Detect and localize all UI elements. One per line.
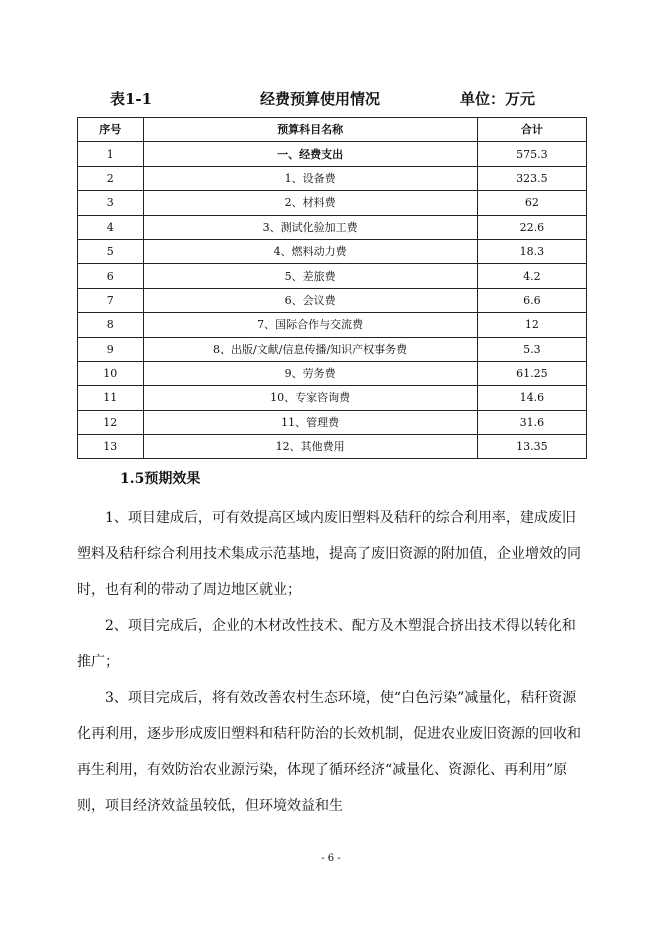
row-no: 13 (78, 435, 144, 459)
row-name: 4、燃料动力费 (143, 239, 477, 263)
table-unit: 单位：万元 (460, 90, 536, 108)
paragraph-text: 2、项目完成后，企业的木材改性技术、配方及木塑混合挤出技术得以转化和推广； (77, 618, 576, 670)
row-name: 11、管理费 (143, 410, 477, 434)
row-total: 18.3 (477, 239, 586, 263)
row-total: 22.6 (477, 215, 586, 239)
table-row (78, 264, 587, 288)
page-number: - 6 - (321, 853, 341, 864)
row-total: 31.6 (477, 410, 586, 434)
row-total: 575.3 (477, 142, 586, 166)
row-name: 7、国际合作与交流费 (143, 313, 477, 337)
table-row (78, 215, 587, 239)
table-row (78, 337, 587, 361)
paragraph-3 (77, 680, 587, 824)
row-total: 5.3 (477, 337, 586, 361)
row-no: 1 (78, 142, 144, 166)
budget-table (77, 117, 587, 459)
row-name: 10、专家咨询费 (143, 386, 477, 410)
row-name: 9、劳务费 (143, 361, 477, 385)
table-row (78, 166, 587, 190)
row-name: 3、测试化验加工费 (143, 215, 477, 239)
row-no: 2 (78, 166, 144, 190)
table-header-row (78, 118, 587, 142)
row-name: 8、出版/文献/信息传播/知识产权事务费 (143, 337, 477, 361)
row-total: 323.5 (477, 166, 586, 190)
row-no: 11 (78, 386, 144, 410)
header-no: 序号 (78, 118, 144, 142)
row-total: 6.6 (477, 288, 586, 312)
paragraph-text: 1、项目建成后，可有效提高区域内废旧塑料及秸秆的综合利用率，建成废旧塑料及秸秆综合利用技术集成示范基地，提高了废旧资源的附加值，企业增效的同时，也有利的带动了周边地区就业； (77, 510, 581, 598)
row-name: 2、材料费 (143, 191, 477, 215)
row-no: 9 (78, 337, 144, 361)
row-name: 5、差旅费 (143, 264, 477, 288)
table-caption (110, 88, 550, 110)
row-no: 6 (78, 264, 144, 288)
row-name: 1、设备费 (143, 166, 477, 190)
table-title: 经费预算使用情况 (260, 90, 381, 108)
row-no: 8 (78, 313, 144, 337)
row-no: 10 (78, 361, 144, 385)
table-row (78, 361, 587, 385)
table-row (78, 410, 587, 434)
row-name: 12、其他费用 (143, 435, 477, 459)
table-row (78, 239, 587, 263)
table-row (78, 288, 587, 312)
row-total: 62 (477, 191, 586, 215)
row-total: 12 (477, 313, 586, 337)
row-no: 5 (78, 239, 144, 263)
row-total: 14.6 (477, 386, 586, 410)
row-no: 4 (78, 215, 144, 239)
paragraph-2 (77, 608, 587, 680)
row-name: 一、经费支出 (143, 142, 477, 166)
table-row (78, 435, 587, 459)
table-row (78, 386, 587, 410)
row-total: 4.2 (477, 264, 586, 288)
row-total: 13.35 (477, 435, 586, 459)
table-row (78, 191, 587, 215)
table-row (78, 313, 587, 337)
section-heading: 1.5预期效果 (120, 471, 201, 487)
row-no: 3 (78, 191, 144, 215)
table-id: 表1-1 (110, 90, 153, 108)
paragraph-1 (77, 500, 587, 608)
row-name: 6、会议费 (143, 288, 477, 312)
row-no: 12 (78, 410, 144, 434)
header-name: 预算科目名称 (143, 118, 477, 142)
row-total: 61.25 (477, 361, 586, 385)
row-no: 7 (78, 288, 144, 312)
header-total: 合计 (477, 118, 586, 142)
table-row (78, 142, 587, 166)
paragraph-text: 3、项目完成后，将有效改善农村生态环境，使“白色污染”减量化，秸秆资源化再利用，逐步形成废旧塑料和秸秆防治的长效机制，促进农业废旧资源的回收和再生利用，有效防治农业源污染，体现了循环经济“减量化、资源化、再利用”原则，项目经济效益虽较低，但环境效益和生 (77, 690, 581, 814)
